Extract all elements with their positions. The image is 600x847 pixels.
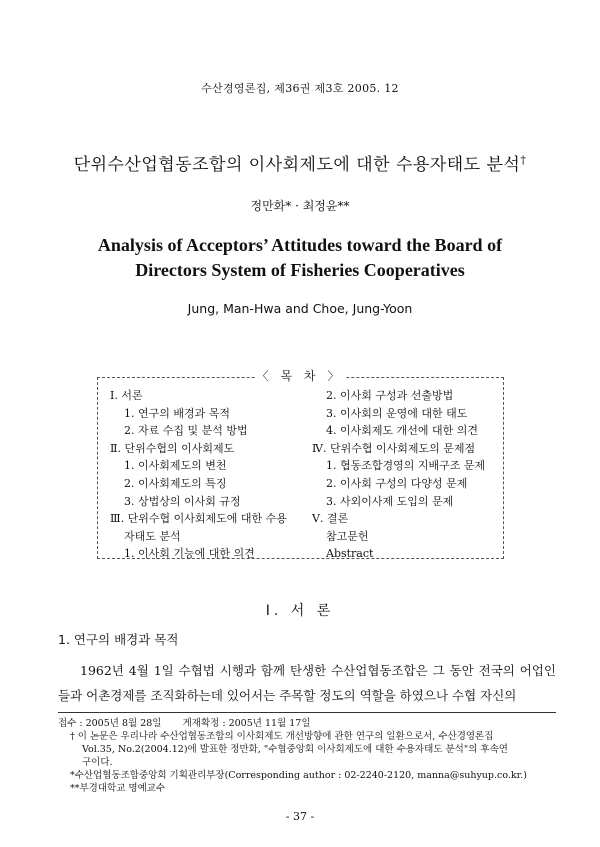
toc-item: 2. 이사회제도의 특징: [124, 476, 227, 490]
toc-item: 자태도 분석: [124, 529, 181, 543]
toc-item: Ⅳ. 단위수협 이사회제도의 문제점: [312, 441, 476, 455]
title-dagger-mark: †: [520, 153, 527, 167]
toc-item: 1. 연구의 배경과 목적: [124, 406, 230, 420]
toc-right-column: [312, 387, 485, 563]
table-of-contents-title: 〈 목 차 〉: [256, 369, 344, 383]
body-paragraph: 1962년 4월 1일 수협법 시행과 함께 탄생한 수산업협동조합은 그 동안 전국의 어업인들과 어촌경제를 조직화하는데 있어서는 주목할 정도의 역할을 하였으나 수협 자신의: [58, 663, 556, 703]
footnotes: [58, 717, 556, 795]
toc-item: 1. 이사회 기능에 대한 의견: [124, 547, 255, 561]
english-title-line-2: Directors System of Fisheries Cooperatives: [135, 260, 465, 280]
received-date: 접수 : 2005년 8월 28일: [58, 718, 162, 729]
toc-left-column: [110, 387, 287, 563]
toc-item: Ⅲ. 단위수협 이사회제도에 대한 수용: [110, 512, 287, 526]
toc-item: 1. 협동조합경영의 지배구조 문제: [326, 459, 486, 473]
toc-item: Ⅰ. 서론: [110, 389, 143, 402]
footnote-dates: [58, 717, 556, 730]
toc-item: 2. 이사회 구성과 선출방법: [326, 389, 454, 402]
footnote-author-1: *수산업협동조합중앙회 기획관리부장(Corresponding author : 02-2240-2120, manna@suhyup.co.kr.): [70, 770, 527, 781]
korean-authors: 정만화* · 최정윤**: [250, 199, 350, 213]
footnote-divider: [58, 712, 556, 713]
english-title: [0, 233, 600, 283]
toc-item: 3. 사외이사제 도입의 문제: [326, 494, 454, 508]
english-title-line-1: Analysis of Acceptors’ Attitudes toward the Board of: [97, 235, 503, 255]
section-title: Ⅰ. 서 론: [265, 603, 335, 619]
body-text: [58, 658, 556, 708]
korean-title-text: 단위수산업협동조합의 이사회제도에 대한 수용자태도 분석: [73, 155, 521, 175]
accepted-date: 게재확정 : 2005년 11월 17일: [182, 718, 311, 729]
toc-item: 2. 자료 수집 및 분석 방법: [124, 424, 248, 438]
korean-title: [0, 150, 600, 175]
toc-item: 3. 상법상의 이사회 규정: [124, 494, 241, 508]
subsection-title: 1. 연구의 배경과 목적: [58, 632, 179, 647]
toc-item: 4. 이사회제도 개선에 대한 의견: [326, 424, 478, 438]
toc-item: 2. 이사회 구성의 다양성 문제: [326, 476, 468, 490]
english-authors: Jung, Man-Hwa and Choe, Jung-Yoon: [187, 301, 413, 316]
toc-item: 3. 이사회의 운영에 대한 태도: [326, 406, 468, 420]
toc-item: Ⅱ. 단위수협의 이사회제도: [110, 441, 235, 455]
toc-item: 1. 이사회제도의 변천: [124, 459, 227, 473]
footnote-author-2: **부경대학교 명예교수: [70, 783, 166, 794]
journal-citation: 수산경영론집, 제36권 제3호 2005. 12: [201, 82, 399, 95]
page-number: - 37 -: [285, 810, 315, 823]
toc-item: 참고문헌: [326, 529, 369, 543]
footnote-dagger-line-1: † 이 논문은 우리나라 수산업협동조합의 이사회제도 개선방향에 관한 연구의 일환으로서, 수산경영론집: [70, 731, 494, 742]
footnote-dagger-line-2: Vol.35, No.2(2004.12)에 발표한 정만화, "수협중앙회 이사회제도에 대한 수용자태도 분석"의 후속연: [82, 744, 508, 755]
toc-item: Abstract: [326, 547, 374, 561]
toc-item: Ⅴ. 결론: [312, 512, 349, 526]
footnote-dagger-line-3: 구이다.: [82, 757, 113, 768]
